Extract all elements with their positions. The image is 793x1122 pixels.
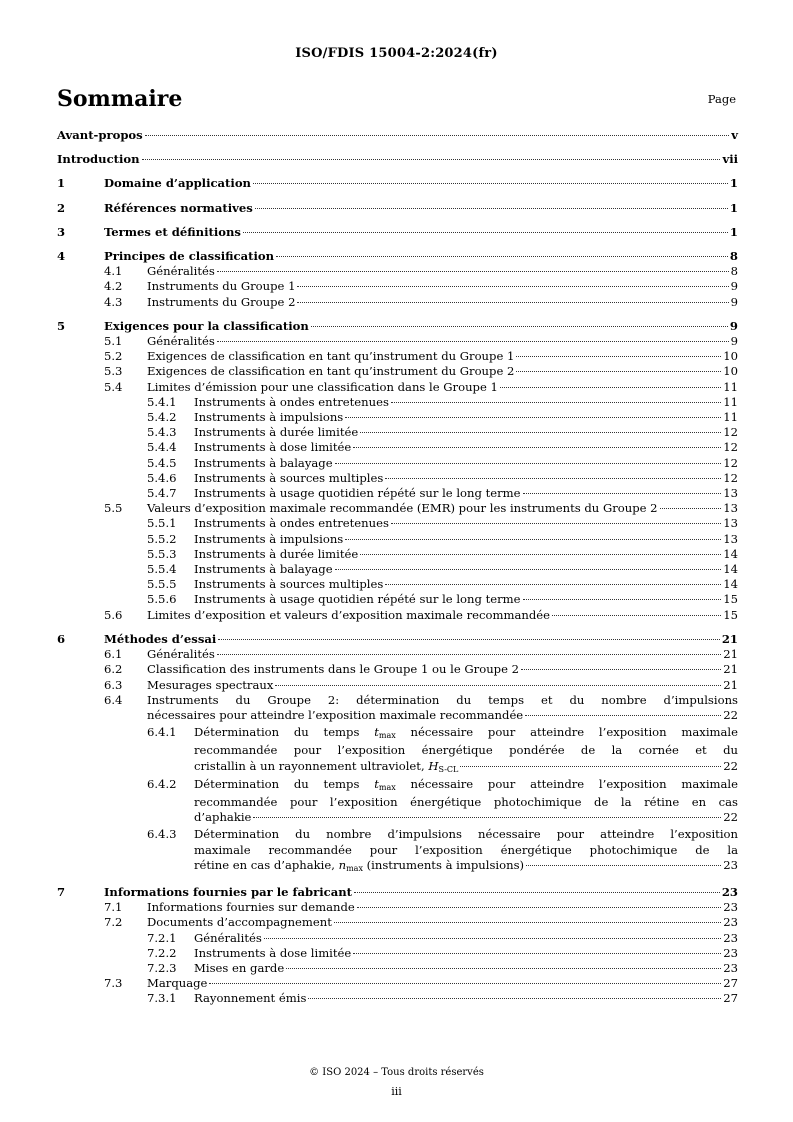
- toc-entry-5-4-3[interactable]: 5.4.3 Instruments à durée limitée 12: [147, 425, 738, 440]
- toc-entry-6[interactable]: 6 Méthodes d’essai 21: [57, 631, 738, 646]
- leader-dots: [385, 477, 721, 479]
- leader-dots: [660, 507, 722, 509]
- leader-dots: [217, 653, 721, 655]
- toc-entry-4-3[interactable]: 4.3 Instruments du Groupe 2 9: [104, 294, 738, 309]
- toc-entry-5-3[interactable]: 5.3 Exigences de classification en tant qu’instrument du Groupe 2 10: [104, 364, 738, 379]
- leader-dots: [218, 638, 720, 640]
- toc-entry-5-5-3[interactable]: 5.5.3 Instruments à durée limitée 14: [147, 546, 738, 561]
- leader-dots: [142, 158, 721, 160]
- toc-entry-2[interactable]: 2 Références normatives 1: [57, 200, 738, 215]
- leader-dots: [521, 668, 721, 670]
- leader-dots: [353, 952, 721, 954]
- leader-dots: [217, 270, 729, 272]
- toc-entry-5-6[interactable]: 5.6 Limites d’exposition et valeurs d’exposition maximale recommandée 15: [104, 607, 738, 622]
- toc-entry-5[interactable]: 5 Exigences pour la classification 9: [57, 318, 738, 333]
- toc-entry-1[interactable]: 1 Domaine d’application 1: [57, 176, 738, 191]
- toc-entry-5-4-6[interactable]: 5.4.6 Instruments à sources multiples 12: [147, 470, 738, 485]
- leader-dots: [516, 370, 721, 372]
- leader-dots: [357, 906, 721, 908]
- leader-dots: [360, 431, 721, 433]
- toc-entry-5-5-6[interactable]: 5.5.6 Instruments à usage quotidien répété sur le long terme 15: [147, 592, 738, 607]
- toc-entry-5-5-5[interactable]: 5.5.5 Instruments à sources multiples 14: [147, 577, 738, 592]
- toc-entry-4-1[interactable]: 4.1 Généralités 8: [104, 264, 738, 279]
- leader-dots: [334, 921, 721, 923]
- page-column-label: Page: [707, 92, 736, 106]
- leader-dots: [345, 538, 721, 540]
- toc-entry-5-1[interactable]: 5.1 Généralités 9: [104, 334, 738, 349]
- toc-entry-5-5-4[interactable]: 5.5.4 Instruments à balayage 14: [147, 562, 738, 577]
- toc-entry-6-4-1[interactable]: 6.4.1 Détermination du temps $t_{max}$ nécessaire pour atteindre l’exposition maximale recommandée pour l’exposition énergétique pondérée de la cornée et du cristallin à un rayonnement ultraviolet, $H_{S-CL}$ 22: [147, 725, 738, 774]
- toc-entry-3[interactable]: 3 Termes et définitions 1: [57, 224, 738, 239]
- toc-entry-5-4-7[interactable]: 5.4.7 Instruments à usage quotidien répété sur le long terme 13: [147, 486, 738, 501]
- leader-dots: [297, 301, 728, 303]
- leader-dots: [255, 207, 728, 209]
- leader-dots: [354, 891, 720, 893]
- toc-entry-7-1[interactable]: 7.1 Informations fournies sur demande 23: [104, 900, 738, 915]
- leader-dots: [145, 134, 730, 136]
- leader-dots: [217, 340, 729, 342]
- toc-entry-6-3[interactable]: 6.3 Mesurages spectraux 21: [104, 677, 738, 692]
- leader-dots: [516, 355, 721, 357]
- toc-entry-6-1[interactable]: 6.1 Généralités 21: [104, 647, 738, 662]
- toc-entry-7-2-2[interactable]: 7.2.2 Instruments à dose limitée 23: [147, 945, 738, 960]
- leader-dots: [523, 598, 722, 600]
- toc-entry-4-2[interactable]: 4.2 Instruments du Groupe 1 9: [104, 279, 738, 294]
- table-of-contents: [57, 128, 738, 1007]
- leader-dots: [264, 937, 721, 939]
- leader-dots: [525, 714, 721, 716]
- toc-entry-5-5-1[interactable]: 5.5.1 Instruments à ondes entretenues 13: [147, 516, 738, 531]
- leader-dots: [391, 401, 721, 403]
- toc-entry-5-4-2[interactable]: 5.4.2 Instruments à impulsions 11: [147, 410, 738, 425]
- leader-dots: [353, 446, 721, 448]
- page-title: Sommaire: [57, 86, 183, 112]
- toc-entry-7-3-1[interactable]: 7.3.1 Rayonnement émis 27: [147, 991, 738, 1006]
- leader-dots: [308, 997, 721, 999]
- leader-dots: [253, 816, 721, 818]
- leader-dots: [335, 462, 722, 464]
- leader-dots: [526, 864, 721, 866]
- leader-dots: [523, 492, 722, 494]
- toc-entry-6-4-3[interactable]: 6.4.3 Détermination du nombre d’impulsions nécessaire pour atteindre l’exposition maximale recommandée pour l’exposition énergétique photochimique de la rétine en cas d’aphakie, $n_{max}$ (instruments à impulsions) 23: [147, 827, 738, 873]
- leader-dots: [275, 684, 721, 686]
- page-number: iii: [391, 1085, 402, 1098]
- toc-entry-avant-propos[interactable]: Avant-propos v: [57, 128, 738, 142]
- leader-dots: [335, 568, 722, 570]
- leader-dots: [385, 583, 721, 585]
- copyright-footer: © ISO 2024 – Tous droits réservés: [309, 1067, 484, 1078]
- toc-entry-7-2-1[interactable]: 7.2.1 Généralités 23: [147, 930, 738, 945]
- leader-dots: [345, 416, 721, 418]
- toc-entry-5-5-2[interactable]: 5.5.2 Instruments à impulsions 13: [147, 531, 738, 546]
- toc-entry-6-4[interactable]: 6.4 Instruments du Groupe 2: détermination du temps et du nombre d’impulsions nécessaires pour atteindre l’exposition maximale recommandée 22: [104, 692, 738, 722]
- toc-entry-7-3[interactable]: 7.3 Marquage 27: [104, 976, 738, 991]
- toc-entry-5-2[interactable]: 5.2 Exigences de classification en tant qu’instrument du Groupe 1 10: [104, 349, 738, 364]
- toc-entry-5-4-4[interactable]: 5.4.4 Instruments à dose limitée 12: [147, 440, 738, 455]
- leader-dots: [253, 182, 728, 184]
- leader-dots: [297, 285, 728, 287]
- toc-entry-introduction[interactable]: Introduction vii: [57, 152, 738, 167]
- leader-dots: [391, 522, 721, 524]
- leader-dots: [286, 967, 721, 969]
- leader-dots: [460, 765, 721, 767]
- leader-dots: [243, 231, 728, 233]
- toc-entry-7-2-3[interactable]: 7.2.3 Mises en garde 23: [147, 960, 738, 975]
- toc-entry-7[interactable]: 7 Informations fournies par le fabricant 23: [57, 884, 738, 899]
- toc-entry-5-4-5[interactable]: 5.4.5 Instruments à balayage 12: [147, 455, 738, 470]
- leader-dots: [276, 255, 728, 257]
- leader-dots: [209, 982, 721, 984]
- toc-entry-6-2[interactable]: 6.2 Classification des instruments dans le Groupe 1 ou le Groupe 2 21: [104, 662, 738, 677]
- toc-entry-7-2[interactable]: 7.2 Documents d’accompagnement 23: [104, 915, 738, 930]
- leader-dots: [311, 325, 728, 327]
- document-id: ISO/FDIS 15004-2:2024(fr): [295, 46, 498, 61]
- toc-entry-5-5[interactable]: 5.5 Valeurs d’exposition maximale recommandée (EMR) pour les instruments du Groupe 2 13: [104, 501, 738, 516]
- toc-entry-5-4[interactable]: 5.4 Limites d’émission pour une classification dans le Groupe 1 11: [104, 379, 738, 394]
- leader-dots: [500, 386, 721, 388]
- toc-entry-4[interactable]: 4 Principes de classification 8: [57, 249, 738, 264]
- toc-entry-5-4-1[interactable]: 5.4.1 Instruments à ondes entretenues 11: [147, 394, 738, 409]
- leader-dots: [552, 614, 721, 616]
- toc-entry-6-4-2[interactable]: 6.4.2 Détermination du temps $t_{max}$ nécessaire pour atteindre l’exposition maximale recommandée pour l’exposition énergétique photochimique de la rétine en cas d’aphakie 22: [147, 776, 738, 825]
- leader-dots: [360, 553, 721, 555]
